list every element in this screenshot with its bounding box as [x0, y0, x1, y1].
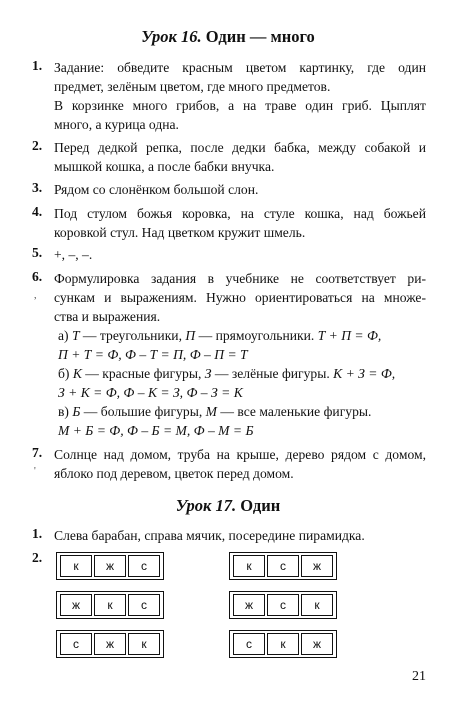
letter-group-left-1	[56, 552, 164, 580]
item-6a-line-2: П + Т = Ф, Ф – Т = П, Ф – П = Т	[58, 347, 248, 362]
item-5-line-1: +, –, –.	[54, 247, 93, 262]
letter-group-right-1	[229, 552, 337, 580]
item-6b-line-2: З + К = Ф, Ф – К = З, Ф – З = К	[58, 385, 243, 400]
item-3-line-1: Рядом со слонёнком большой слон.	[54, 182, 259, 197]
item-4-line-2: коровкой стул. Над цветком кружит шмель.	[54, 225, 306, 240]
lesson-17-topic: Один	[236, 496, 281, 515]
letter-box: к	[267, 633, 299, 655]
l17-item-1-text: Слева барабан, справа мячик, посередине пирамидка.	[54, 528, 365, 543]
letter-box: с	[267, 555, 299, 577]
letter-group-right-3	[229, 630, 337, 658]
letter-box: к	[128, 633, 160, 655]
item-6-line-3: ства и выражения.	[54, 309, 161, 324]
lesson-16-label: Урок 16.	[141, 27, 202, 46]
letter-group-right-2	[229, 591, 337, 619]
item-3-number: 3.	[32, 180, 43, 195]
letter-box: ж	[233, 594, 265, 616]
letter-box: с	[267, 594, 299, 616]
letter-box: к	[60, 555, 92, 577]
page-number: 21	[412, 669, 426, 684]
item-6b-line-1: б) К — красные фигуры, З — зелёные фигуры. К + З = Ф,	[58, 366, 396, 381]
letter-box: с	[128, 555, 160, 577]
item-7-number: 7.	[32, 445, 43, 460]
letter-box: ж	[94, 633, 126, 655]
item-6-line-1: Формулировка задания в учебнике не соответствует ри-	[54, 271, 426, 286]
margin-mark: ,	[34, 290, 37, 301]
item-1-line-3: В корзинке много грибов, а на траве один гриб. Цыплят	[54, 98, 426, 113]
letter-box: с	[128, 594, 160, 616]
item-1-number: 1.	[32, 58, 43, 73]
item-1-line-2: предмет, зелёным цветом, где много предметов.	[54, 79, 331, 94]
letter-box: ж	[60, 594, 92, 616]
letter-box: с	[233, 633, 265, 655]
letter-box: к	[233, 555, 265, 577]
item-2-number: 2.	[32, 138, 43, 153]
margin-mark-2: '	[34, 466, 36, 477]
item-6c-line-1: в) Б — большие фигуры, М — все маленькие фигуры.	[58, 404, 372, 419]
l17-item-1-number: 1.	[32, 526, 43, 541]
item-4-line-1: Под стулом божья коровка, на стуле кошка, над божьей	[54, 206, 426, 221]
item-5-number: 5.	[32, 245, 43, 260]
item-7-line-1: Солнце над домом, труба на крыше, дерево рядом с домом,	[54, 447, 426, 462]
item-2-line-1: Перед дедкой репка, после дедки бабка, между собакой и	[54, 140, 426, 155]
letter-box: к	[301, 594, 333, 616]
item-1-line-1: Задание: обведите красным цветом картинку, где один	[54, 60, 426, 75]
letter-box: с	[60, 633, 92, 655]
item-2-line-2: мышкой кошка, а после бабки внучка.	[54, 159, 275, 174]
letter-box: к	[94, 594, 126, 616]
lesson-16-topic: Один — много	[201, 27, 315, 46]
letter-box: ж	[94, 555, 126, 577]
letter-box: ж	[301, 555, 333, 577]
letter-box: ж	[301, 633, 333, 655]
letter-group-left-3	[56, 630, 164, 658]
letter-group-left-2	[56, 591, 164, 619]
l17-item-2-number: 2.	[32, 550, 43, 565]
item-7-line-2: яблоко под деревом, цветок перед домом.	[54, 466, 294, 481]
lesson-16-title	[0, 27, 456, 47]
lesson-17-title	[0, 496, 456, 516]
item-4-number: 4.	[32, 204, 43, 219]
item-6c-line-2: М + Б = Ф, Ф – Б = М, Ф – М = Б	[58, 423, 254, 438]
item-6a-line-1: а) Т — треугольники, П — прямоугольники. Т + П = Ф,	[58, 328, 382, 343]
item-6-number: 6.	[32, 269, 43, 284]
lesson-17-label: Урок 17.	[175, 496, 237, 515]
item-1-line-4: много, а курица одна.	[54, 117, 179, 132]
item-6-line-2: сункам и выражениям. Нужно ориентироваться на множе-	[54, 290, 426, 305]
